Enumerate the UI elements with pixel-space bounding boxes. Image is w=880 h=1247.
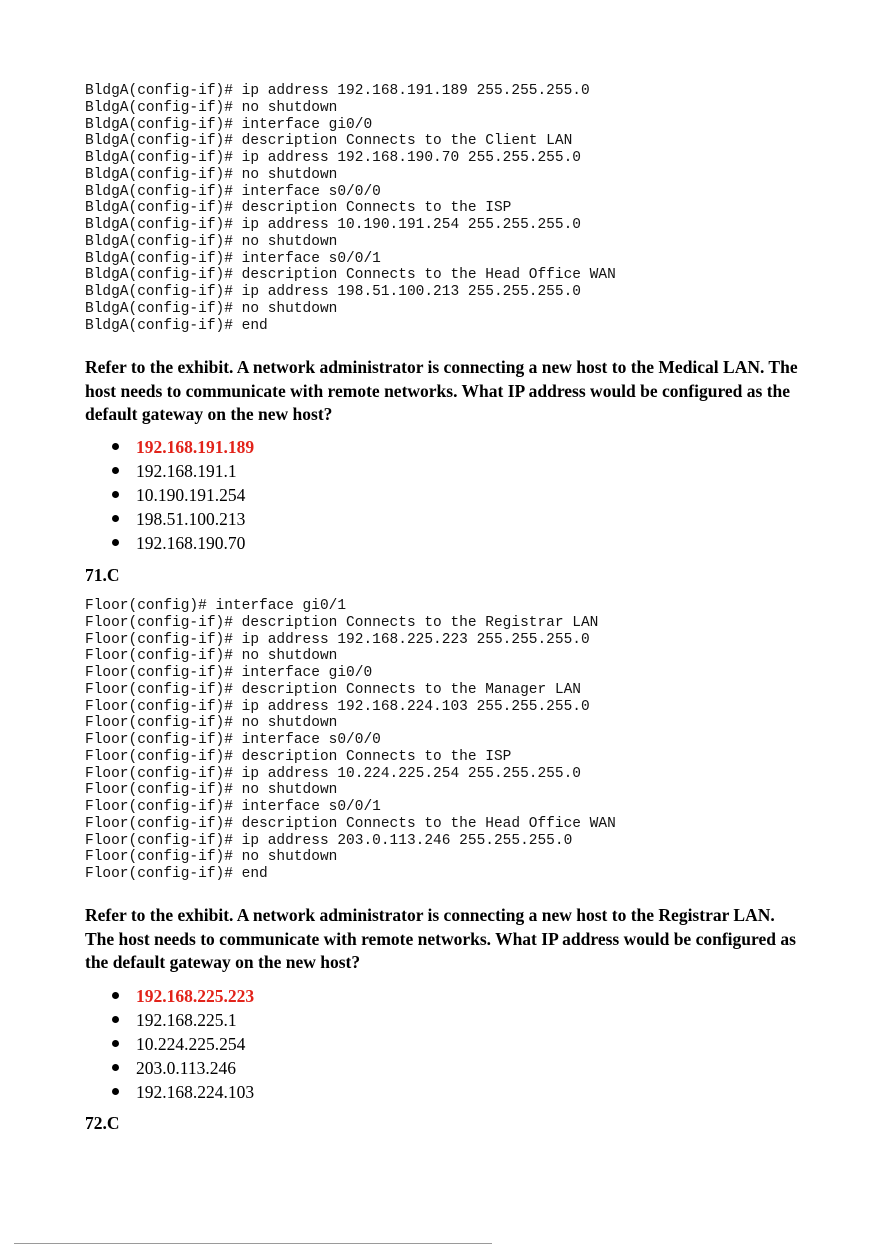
code-line: BldgA(config-if)# description Connects to the ISP — [85, 200, 512, 217]
question-text-2: Refer to the exhibit. A network administrator is connecting a new host to the Registrar LAN. The host needs to communicate with remote networks. What IP address would be configured as the default gateway on the new host? — [85, 905, 796, 972]
question-number-label: 72.C — [85, 1113, 120, 1133]
code-line: Floor(config-if)# description Connects to the Manager LAN — [85, 681, 581, 698]
answer-option — [110, 459, 254, 483]
code-line: Floor(config-if)# no shutdown — [85, 849, 338, 866]
code-line: BldgA(config-if)# interface gi0/0 — [85, 116, 373, 133]
bullet-icon — [112, 1040, 119, 1047]
option-label: 192.168.191.189 — [136, 437, 255, 457]
bullet-icon — [112, 1016, 119, 1023]
code-line: BldgA(config-if)# description Connects to the Head Office WAN — [85, 267, 616, 284]
answer-option — [110, 483, 254, 507]
code-line: Floor(config-if)# description Connects to the Registrar LAN — [85, 614, 599, 631]
code-line: BldgA(config-if)# interface s0/0/1 — [85, 250, 381, 267]
code-line: Floor(config-if)# end — [85, 866, 268, 882]
code-line: Floor(config-if)# description Connects to the ISP — [85, 748, 512, 765]
code-line: Floor(config-if)# ip address 203.0.113.246 255.255.255.0 — [85, 832, 573, 849]
option-label: 10.224.225.254 — [136, 1034, 246, 1054]
option-label: 192.168.225.223 — [136, 986, 255, 1006]
answer-option — [110, 531, 254, 555]
code-line: Floor(config-if)# no shutdown — [85, 648, 338, 665]
code-line: Floor(config-if)# ip address 192.168.225.223 255.255.255.0 — [85, 631, 590, 648]
bullet-icon — [112, 515, 119, 522]
bullet-icon — [112, 1064, 119, 1071]
code-line: Floor(config-if)# interface s0/0/0 — [85, 732, 381, 748]
code-line: Floor(config-if)# no shutdown — [85, 782, 338, 799]
code-line: BldgA(config-if)# no shutdown — [85, 166, 338, 183]
answer-option — [110, 507, 254, 531]
code-line: Floor(config-if)# description Connects to the Head Office WAN — [85, 815, 616, 832]
question-text-1: Refer to the exhibit. A network administrator is connecting a new host to the Medical LAN. The host needs to communicate with remote networks. What IP address would be configured as the default gateway on the new host? — [85, 357, 798, 424]
code-line: BldgA(config-if)# no shutdown — [85, 99, 338, 116]
option-label: 203.0.113.246 — [136, 1058, 236, 1078]
footer-divider — [14, 1243, 492, 1244]
code-line: BldgA(config-if)# ip address 10.190.191.254 255.255.255.0 — [85, 217, 581, 233]
bullet-icon — [112, 443, 119, 450]
code-line: BldgA(config-if)# no shutdown — [85, 300, 338, 317]
answer-option-correct — [110, 984, 254, 1008]
bullet-icon — [112, 539, 119, 546]
code-line: BldgA(config-if)# interface s0/0/0 — [85, 183, 381, 200]
option-label: 192.168.225.1 — [136, 1010, 237, 1030]
code-line: Floor(config)# interface gi0/1 — [85, 598, 347, 614]
question-number-label: 71.C — [85, 565, 120, 585]
answer-option — [110, 1080, 254, 1104]
bullet-icon — [112, 1088, 119, 1095]
answer-option — [110, 1032, 254, 1056]
code-line: BldgA(config-if)# end — [85, 317, 268, 334]
code-line: BldgA(config-if)# ip address 192.168.190.70 255.255.255.0 — [85, 150, 581, 166]
config-exhibit-1 — [85, 83, 616, 334]
code-line: BldgA(config-if)# no shutdown — [85, 233, 338, 250]
bullet-icon — [112, 992, 119, 999]
answer-options-1 — [110, 435, 254, 555]
code-line: Floor(config-if)# interface s0/0/1 — [85, 799, 381, 815]
answer-options-2 — [110, 984, 254, 1104]
code-line: Floor(config-if)# ip address 10.224.225.254 255.255.255.0 — [85, 765, 581, 782]
code-line: BldgA(config-if)# ip address 198.51.100.213 255.255.255.0 — [85, 284, 581, 300]
answer-option — [110, 1056, 254, 1080]
config-exhibit-2 — [85, 598, 616, 883]
bullet-icon — [112, 491, 119, 498]
option-label: 192.168.224.103 — [136, 1082, 255, 1102]
bullet-icon — [112, 467, 119, 474]
code-line: Floor(config-if)# interface gi0/0 — [85, 665, 373, 681]
answer-option-correct — [110, 435, 254, 459]
option-label: 10.190.191.254 — [136, 485, 246, 505]
option-label: 198.51.100.213 — [136, 509, 246, 529]
code-line: BldgA(config-if)# ip address 192.168.191.189 255.255.255.0 — [85, 83, 590, 99]
code-line: BldgA(config-if)# description Connects to the Client LAN — [85, 133, 573, 150]
code-line: Floor(config-if)# no shutdown — [85, 715, 338, 732]
code-line: Floor(config-if)# ip address 192.168.224.103 255.255.255.0 — [85, 698, 590, 715]
option-label: 192.168.190.70 — [136, 533, 246, 553]
answer-option — [110, 1008, 254, 1032]
option-label: 192.168.191.1 — [136, 461, 237, 481]
